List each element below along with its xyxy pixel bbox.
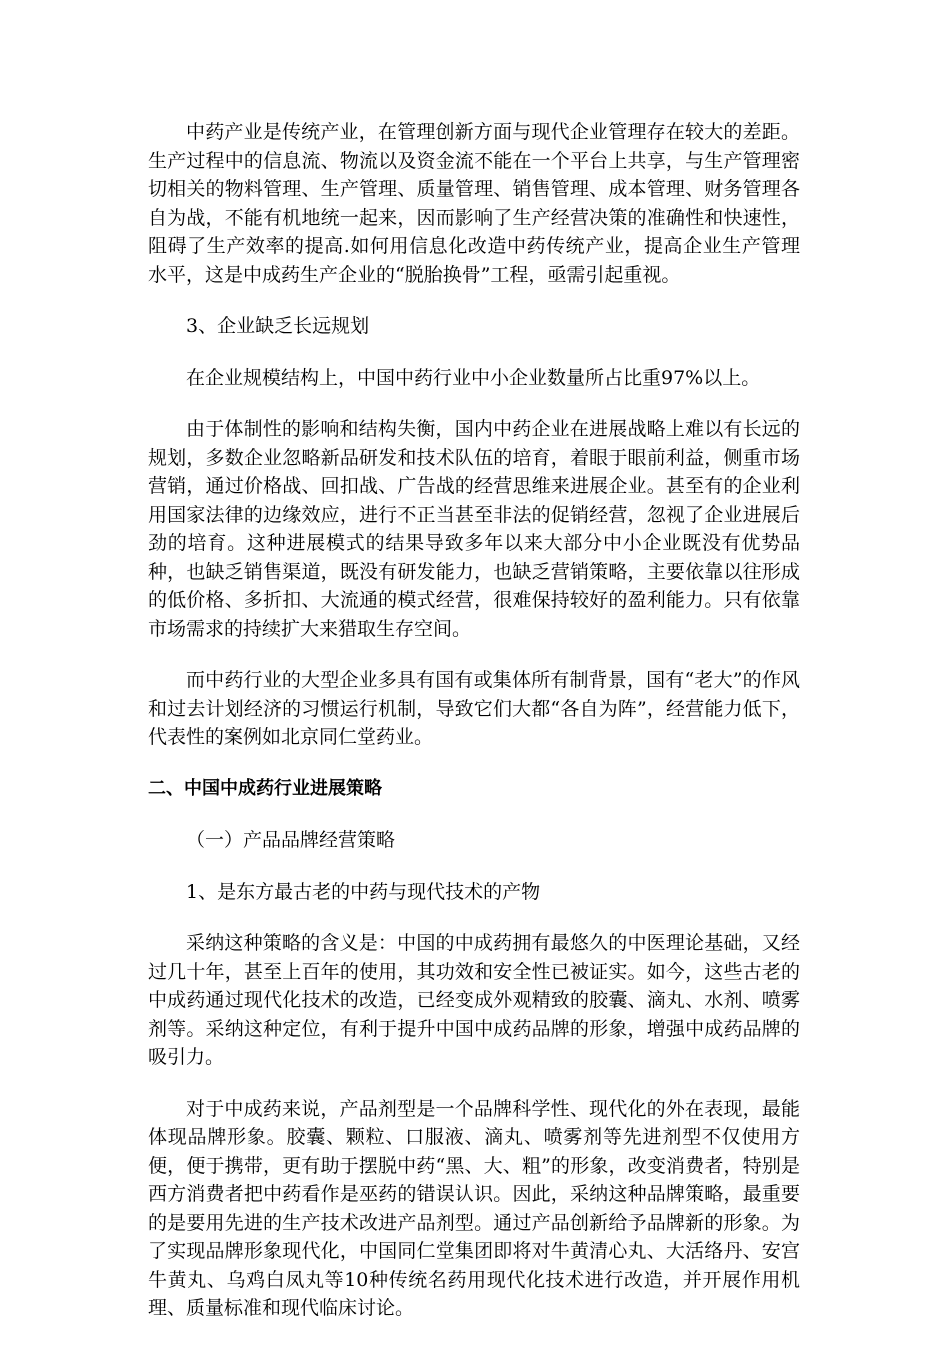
paragraph-management-gap: 中药产业是传统产业，在管理创新方面与现代企业管理存在较大的差距。生产过程中的信息流、物流以及资金流不能在一个平台上共享，与生产管理密切相关的物料管理、生产管理、质量管理、销售管理、成本管理、财务管理各自为战，不能有机地统一起来，因而影响了生产经营决策的准确性和快速性，阻碍了生产效率的提高.如何用信息化改造中药传统产业，提高企业生产管理水平，这是中成药生产企业的“脱胎换骨”工程，亟需引起重视。 [148,121,800,286]
paragraph-institutional-impact: 由于体制性的影响和结构失衡，国内中药企业在进展战略上难以有长远的规划，多数企业忽略新品研发和技术队伍的培育，着眼于眼前利益，侧重市场营销，通过价格战、回扣战、广告战的经营思维来进展企业。甚至有的企业利用国家法律的边缘效应，进行不正当甚至非法的促销经营，忽视了企业进展后劲的培育。这种进展模式的结果导致多年以来大部分中小企业既没有优势品种，也缺乏销售渠道，既没有研发能力，也缺乏营销策略，主要依靠以往形成的低价格、多折扣、大流通的模式经营，很难保持较好的盈利能力。只有依靠市场需求的持续扩大来猎取生存空间。 [148,418,800,640]
subheading-long-term-planning: 3、企业缺乏长远规划 [186,315,370,337]
subheading-ancient-modern: 1、是东方最古老的中药与现代技术的产物 [186,880,541,903]
paragraph-strategy-meaning: 采纳这种策略的含义是：中国的中成药拥有最悠久的中医理论基础，又经过几十年，甚至上百年的使用，其功效和安全性已被证实。如今，这些古老的中成药通过现代化技术的改造，已经变成外观精致的胶囊、滴丸、水剂、喷雾剂等。采纳这种定位，有利于提升中国中成药品牌的形象，增强中成药品牌的吸引力。 [148,932,800,1068]
section-heading-development-strategy: 二、中国中成药行业进展策略 [148,777,382,799]
document-body [148,118,800,1346]
paragraph-large-enterprises: 而中药行业的大型企业多具有国有或集体所有制背景，国有“老大”的作风和过去计划经济的习惯运行机制，导致它们大都“各自为阵”，经营能力低下，代表性的案例如北京同仁堂药业。 [148,669,800,748]
paragraph-enterprise-scale: 在企业规模结构上，中国中药行业中小企业数量所占比重97%以上。 [186,366,761,389]
paragraph-dosage-form: 对于中成药来说，产品剂型是一个品牌科学性、现代化的外在表现，最能体现品牌形象。胶囊、颗粒、口服液、滴丸、喷雾剂等先进剂型不仅使用方便，便于携带，更有助于摆脱中药“黑、大、粗”的形象，改变消费者，特别是西方消费者把中药看作是巫药的错误认识。因此，采纳这种品牌策略，最重要的是要用先进的生产技术改进产品剂型。通过产品创新给予品牌新的形象。为了实现品牌形象现代化，中国同仁堂集团即将对牛黄清心丸、大活络丹、安宫牛黄丸、乌鸡白凤丸等10种传统名药用现代化技术进行改造，并开展作用机理、质量标准和现代临床讨论。 [148,1097,800,1319]
subheading-brand-strategy: （一）产品品牌经营策略 [186,829,396,851]
